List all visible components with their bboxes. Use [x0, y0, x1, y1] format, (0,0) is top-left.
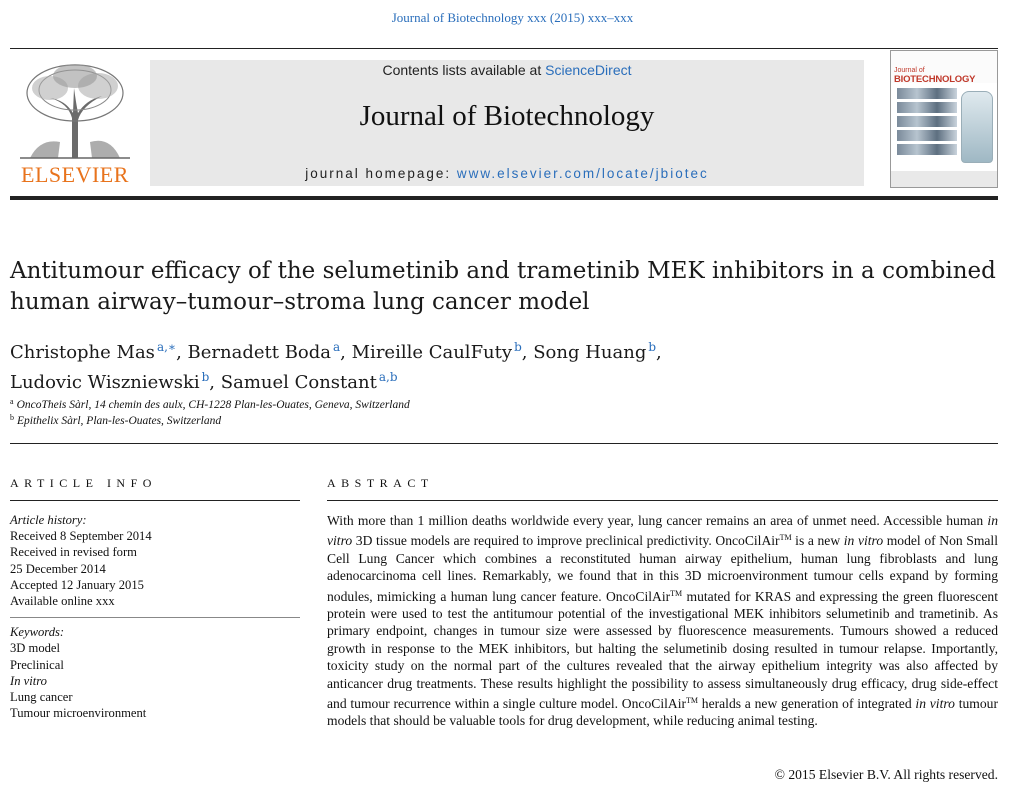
journal-cover-thumbnail[interactable] — [890, 50, 998, 188]
author-affiliation-mark[interactable]: b — [514, 340, 522, 354]
history-item: Received 8 September 2014 — [10, 529, 152, 544]
keyword-item[interactable]: In vitro — [10, 673, 47, 688]
cover-footer — [891, 171, 997, 187]
author[interactable] — [352, 342, 522, 363]
homepage-link[interactable]: www.elsevier.com/locate/jbiotec — [456, 166, 709, 181]
article-info-heading: ARTICLE INFO — [10, 476, 157, 490]
history-item: Received in revised form — [10, 545, 137, 560]
author[interactable] — [221, 372, 398, 393]
copyright-line: © 2015 Elsevier B.V. All rights reserved. — [774, 767, 998, 782]
author-name[interactable]: Bernadett Boda — [187, 342, 332, 363]
elsevier-tree-icon — [10, 58, 140, 162]
info-rule — [10, 500, 300, 501]
article-info — [10, 512, 300, 721]
history-item: 25 December 2014 — [10, 561, 106, 576]
author-name[interactable]: Ludovic Wiszniewski — [10, 372, 200, 393]
header-thick-rule — [10, 196, 998, 200]
top-thin-rule — [10, 48, 998, 49]
author-list: Christophe Mas $^{a,∗}$, Bernadett Boda $^a$, Mireille CaulFuty $^b$, Song Huang $^b$, Ludovic Wiszniewski $^b$, Samuel Constant $^{a,b}$ — [10, 340, 662, 393]
author[interactable] — [10, 342, 176, 363]
author-name[interactable]: Song Huang — [533, 342, 647, 363]
author-affiliation-mark[interactable]: b — [648, 340, 657, 354]
sciencedirect-link[interactable]: ScienceDirect — [545, 62, 632, 78]
contents-line: Contents lists available at ScienceDirect — [382, 62, 632, 78]
affiliation-rule — [10, 443, 998, 444]
affiliation-b: $^b$ Epithelix Sàrl, Plan-les-Ouates, Switzerland — [10, 413, 222, 427]
abstract-heading: ABSTRACT — [327, 476, 434, 490]
cover-journal-name: BIOTECHNOLOGY — [894, 74, 976, 85]
history-item: Accepted 12 January 2015 — [10, 577, 144, 592]
keyword-item[interactable]: Tumour microenvironment — [10, 706, 147, 721]
author-affiliation-mark[interactable]: a,∗ — [156, 340, 177, 354]
author[interactable] — [188, 342, 341, 363]
journal-banner — [150, 60, 864, 186]
affiliation-a: $^a$ OncoTheis Sàrl, 14 chemin des aulx, CH-1228 Plan-les-Ouates, Geneva, Switzerland — [10, 397, 410, 411]
homepage-line: journal homepage: www.elsevier.com/locate/jbiotec — [305, 166, 709, 181]
keyword-item[interactable]: Lung cancer — [10, 690, 73, 705]
keyword-item[interactable]: Preclinical — [10, 657, 64, 672]
cover-bioreactor-image — [961, 91, 993, 163]
author[interactable] — [533, 342, 656, 363]
article-title: Antitumour efficacy of the selumetinib and trametinib MEK inhibitors in a combined human airway–tumour–stroma lung cancer model — [10, 258, 996, 315]
abstract-text: With more than 1 million deaths worldwide every year, lung cancer remains an area of unmet need. Accessible human in vitro 3D tissue models are required to improve preclinical predictivity. OncoCilAir™ is a new in vitro model of Non Small Cell Lung Cancer which combines a reconstituted human airway epithelium, human lung fibroblasts and lung adenocarcinoma cell lines. Remarkably, we found that in this 3D microenvironment tumour cells expand by forming nodules, mimicking a human lung cancer feature. OncoCilAir™ mutated for KRAS and expressing the green fluorescent protein were used to test the antitumour potential of the investigational MEK inhibitors selumetinib and trametinib. As primary endpoint, changes in tumour size were assessed by fluorescence measurements. Tumours showed a reduced growth in response to the MEK inhibitors, but halting the selumetinib dosing resulted in tumour relapse. Importantly, toxicity study on the normal part of the cultures revealed that the airway epithelium integrity was also affected by anticancer drug treatments. These results highlight the possibility to assess simultaneously drug efficacy, drug side-effect and tumour recurrence within a single culture model. OncoCilAir™ heralds a new generation of integrated in vitro tumour models that should be valuable tools for drug development, while reducing animal testing. — [327, 513, 998, 729]
cover-image-strips — [897, 88, 957, 158]
running-head[interactable]: Journal of Biotechnology xxx (2015) xxx–xxx — [391, 10, 634, 25]
author-name[interactable]: Christophe Mas — [10, 342, 155, 363]
elsevier-wordmark: ELSEVIER — [21, 162, 129, 187]
author-affiliation-mark[interactable]: b — [201, 370, 210, 384]
author-name[interactable]: Mireille CaulFuty — [351, 342, 513, 363]
cover-journal-label: Journal of — [894, 67, 925, 74]
history-label: Article history: — [10, 513, 87, 527]
keywords-label: Keywords: — [10, 625, 65, 640]
keywords-rule — [10, 617, 300, 618]
journal-title: Journal of Biotechnology — [359, 100, 655, 132]
author-name[interactable]: Samuel Constant — [220, 372, 377, 393]
author[interactable] — [10, 372, 209, 393]
keyword-item[interactable]: 3D model — [10, 641, 61, 656]
elsevier-logo[interactable] — [10, 58, 140, 188]
author-affiliation-mark[interactable]: a,b — [378, 370, 398, 384]
author-affiliation-mark[interactable]: a — [333, 340, 341, 354]
abstract-rule — [327, 500, 998, 501]
history-item: Available online xxx — [10, 594, 115, 609]
